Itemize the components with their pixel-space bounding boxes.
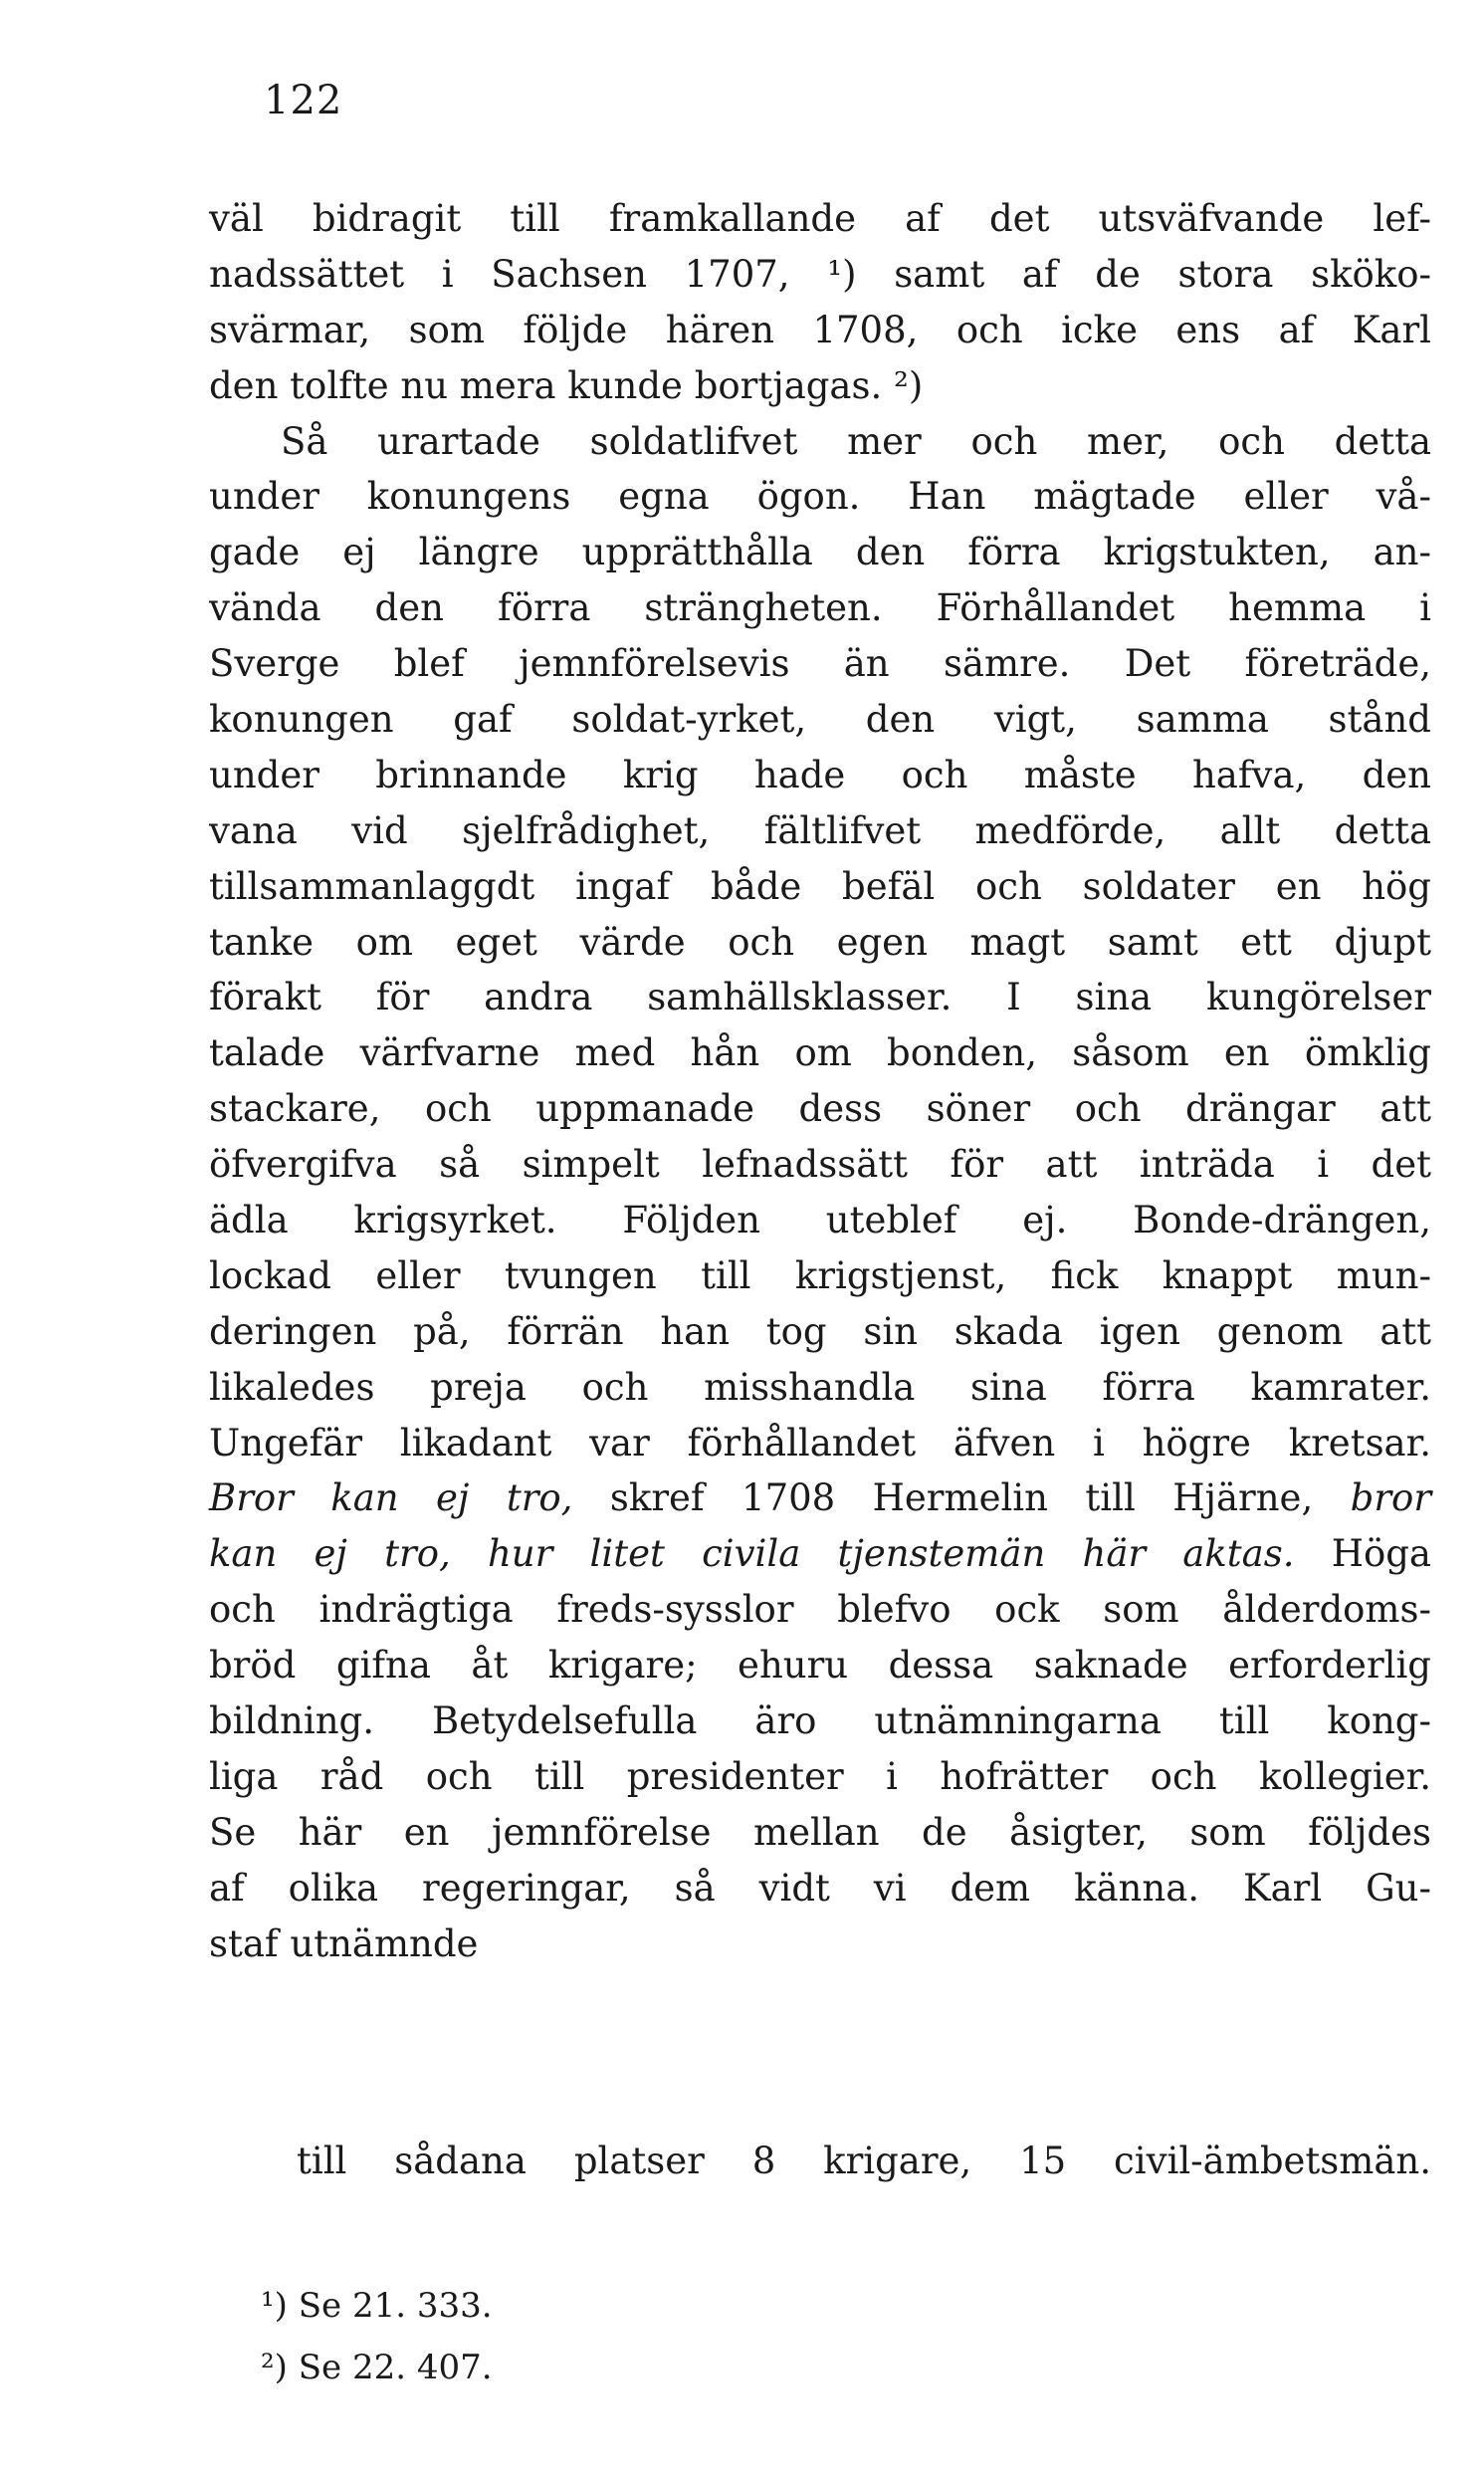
italic-quote: bror [1350, 1476, 1432, 1520]
text-line: lockad eller tvungen till krigstjenst, fick knappt mun- [209, 1253, 1431, 1297]
text-line: vända den förra strängheten. Förhållandet hemma i [209, 586, 1431, 630]
text-line: liga råd och till presidenter i hofrätter och kollegier. [209, 1754, 1431, 1798]
text-line: deringen på, förrän han tog sin skada igen genom att [209, 1309, 1431, 1353]
italic-quote: kan ej tro, hur litet civila tjenstemän här aktas. [209, 1532, 1295, 1576]
text-line: tillsammanlaggdt ingaf både befäl och soldater en hög [209, 864, 1431, 908]
text-line: bildning. Betydelsefulla äro utnämningarna till kong- [209, 1699, 1431, 1743]
paragraph-start-line: Så urartade soldatlifvet mer och mer, och detta [281, 419, 1431, 463]
footnote-marker: ²) [261, 2348, 288, 2387]
text-line: tanke om eget värde och egen magt samt ett djupt [209, 920, 1431, 964]
footnote [261, 2275, 493, 2337]
text-line: förakt för andra samhällsklasser. I sina kungörelser [209, 976, 1431, 1019]
text-line: och indrägtiga freds-sysslor blefvo ock som ålderdoms- [209, 1588, 1431, 1632]
text-segment: Höga [1331, 1532, 1431, 1576]
italic-quote: Bror kan ej tro, [209, 1476, 573, 1520]
body-text [209, 191, 1431, 1972]
text-line: talade värfvarne med hån om bonden, såsom en ömklig [209, 1031, 1431, 1075]
text-line: stackare, och uppmanade dess söner och drängar att [209, 1087, 1431, 1131]
footnote-text: Se 21. 333. [298, 2286, 493, 2326]
footnote [261, 2337, 493, 2398]
text-line: Ungefär likadant var förhållandet äfven i högre kretsar. [209, 1421, 1431, 1464]
text-line: af olika regeringar, så vidt vi dem känna. Karl Gu- [209, 1866, 1431, 1910]
page-number: 122 [264, 78, 343, 123]
text-line: likaledes preja och misshandla sina förra kamrater. [209, 1365, 1431, 1409]
text-line: svärmar, som följde hären 1708, och icke ens af Karl [209, 308, 1431, 351]
text-line: under konungens egna ögon. Han mägtade eller vå- [209, 475, 1431, 519]
text-line: under brinnande krig hade och måste hafva, den [209, 753, 1431, 796]
text-line: öfvergifva så simpelt lefnadssätt för att inträda i det [209, 1143, 1431, 1187]
text-line: vana vid sjelfrådighet, fältlifvet medförde, allt detta [209, 808, 1431, 852]
text-line: nadssättet i Sachsen 1707, ¹) samt af de stora sköko- [209, 252, 1431, 296]
text-line: Sverge blef jemnförelsevis än sämre. Det företräde, [209, 642, 1431, 686]
text-line-with-quote [209, 1470, 1431, 1526]
text-line: Se här en jemnförelse mellan de åsigter, som följdes [209, 1810, 1431, 1854]
text-line: den tolfte nu mera kunde bortjagas. ²) [209, 363, 924, 407]
text-line: staf utnämnde [209, 1921, 479, 1965]
text-line: väl bidragit till framkallande af det utsväfvande lef- [209, 197, 1431, 240]
text-line-with-quote [209, 1526, 1431, 1582]
summary-line: till sådana platser 8 krigare, 15 civil-ämbetsmän. [297, 2140, 1431, 2182]
text-segment: skref 1708 Hermelin till Hjärne, [609, 1476, 1314, 1520]
footnote-text: Se 22. 407. [298, 2348, 493, 2387]
footnotes [261, 2275, 493, 2398]
text-line: bröd gifna åt krigare; ehuru dessa saknade erforderlig [209, 1644, 1431, 1688]
text-line: gade ej längre upprätthålla den förra krigstukten, an- [209, 531, 1431, 574]
text-line: konungen gaf soldat-yrket, den vigt, samma stånd [209, 698, 1431, 742]
footnote-marker: ¹) [261, 2286, 288, 2326]
text-line: ädla krigsyrket. Följden uteblef ej. Bonde-drängen, [209, 1199, 1431, 1242]
